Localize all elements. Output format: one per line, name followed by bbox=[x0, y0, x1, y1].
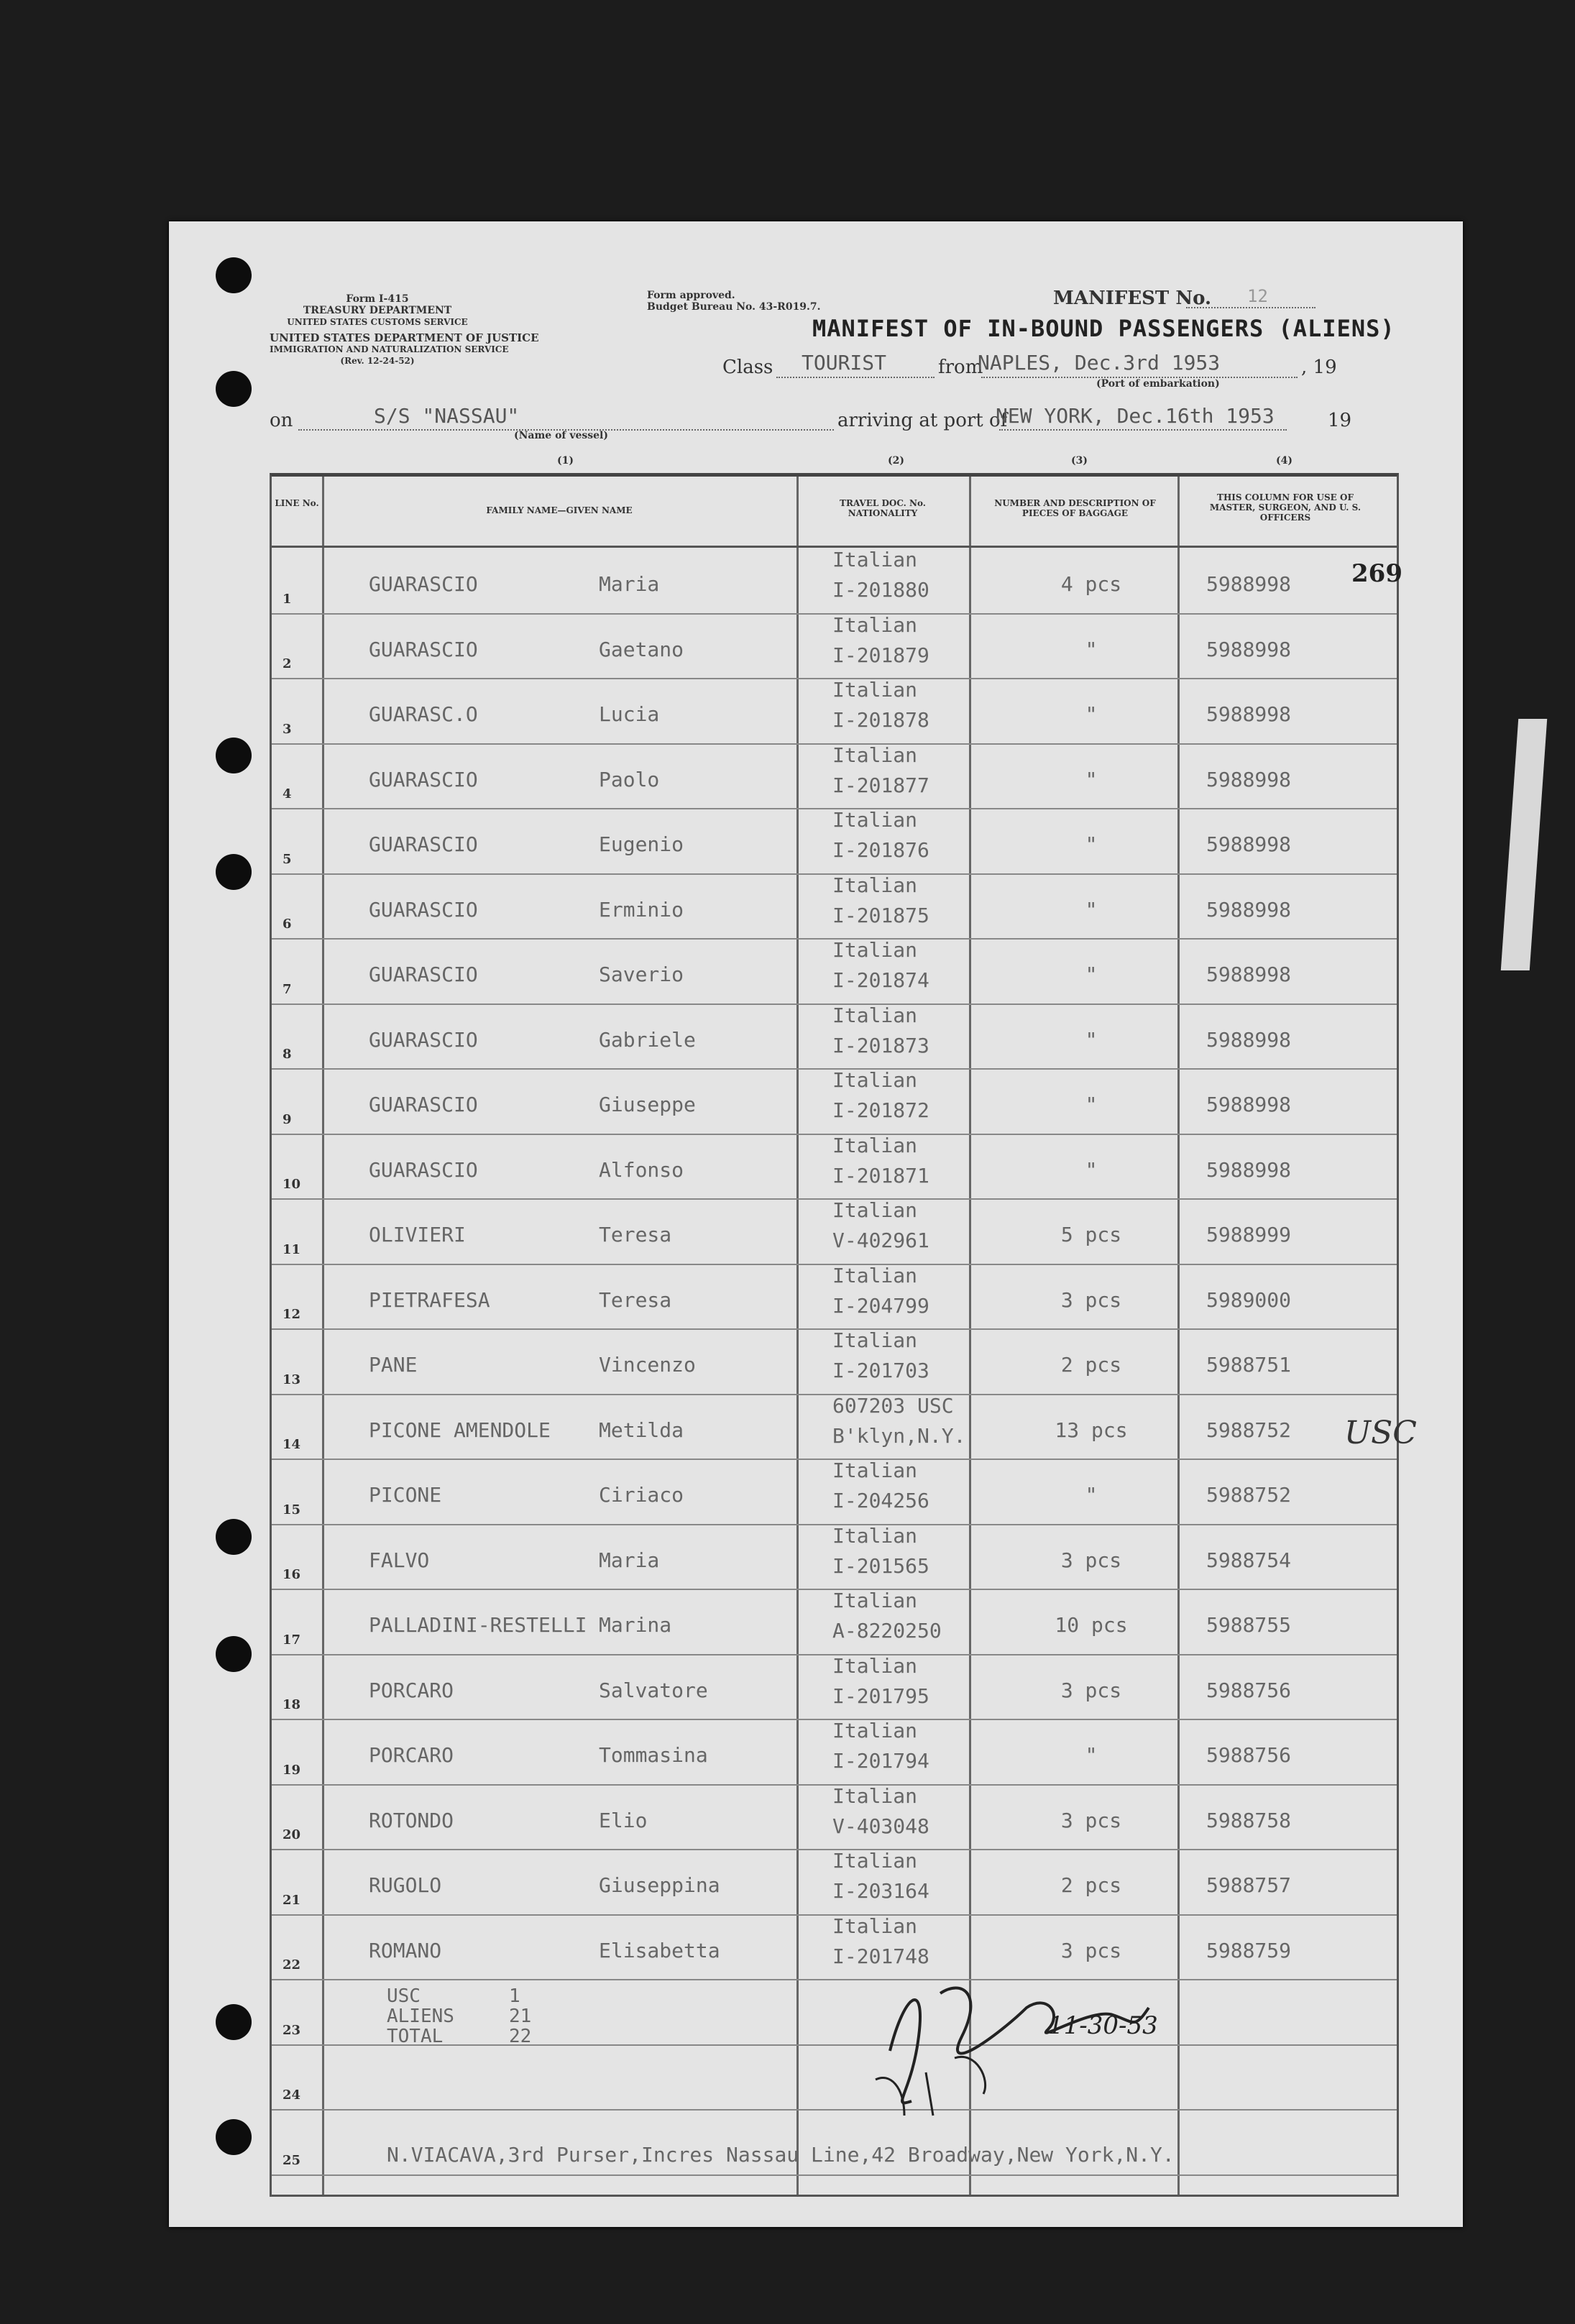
nationality: Italian bbox=[832, 1589, 918, 1612]
line-number: 8 bbox=[283, 1047, 292, 1062]
travel-doc-number: V-402961 bbox=[832, 1228, 929, 1252]
given-name: Maria bbox=[599, 1548, 660, 1572]
travel-doc-number: I-201878 bbox=[832, 708, 929, 732]
line-number: 12 bbox=[283, 1307, 301, 1322]
class-label: Class bbox=[722, 357, 773, 378]
officer-number: 5988998 bbox=[1206, 572, 1292, 596]
totals-values bbox=[509, 1986, 531, 2047]
col-num-2: (2) bbox=[888, 455, 904, 467]
line-number: 17 bbox=[283, 1632, 301, 1648]
travel-doc-number: I-201871 bbox=[832, 1163, 929, 1188]
travel-doc-number: I-201703 bbox=[832, 1359, 929, 1382]
port-embark-caption: (Port of embarkation) bbox=[1096, 378, 1220, 390]
form-approval bbox=[647, 290, 821, 313]
given-name: Ciriaco bbox=[599, 1483, 684, 1507]
total-label: TOTAL bbox=[387, 2026, 444, 2047]
travel-doc-number: I-203164 bbox=[832, 1879, 929, 1903]
family-name: PALLADINI-RESTELLI bbox=[369, 1613, 587, 1637]
arriving-value: NEW YORK, Dec.16th 1953 bbox=[996, 404, 1275, 428]
line-number: 13 bbox=[283, 1372, 301, 1387]
signature-date: 11-30-53 bbox=[1048, 2011, 1158, 2040]
officer-number: 5988751 bbox=[1206, 1353, 1292, 1377]
family-name: GUARASCIO bbox=[369, 1157, 478, 1182]
punch-hole bbox=[216, 1636, 252, 1672]
nationality: Italian bbox=[832, 1653, 918, 1678]
given-name: Teresa bbox=[599, 1287, 672, 1312]
nationality: Italian bbox=[832, 1459, 918, 1482]
from-label: from bbox=[938, 357, 983, 378]
officer-number: 5988998 bbox=[1206, 1027, 1292, 1052]
travel-doc-number: I-201876 bbox=[832, 838, 929, 862]
line-number: 24 bbox=[283, 2088, 301, 2103]
family-name: GUARASCIO bbox=[369, 897, 478, 922]
family-name: PIETRAFESA bbox=[369, 1287, 490, 1312]
nationality: Italian bbox=[832, 1003, 918, 1027]
form-header-left bbox=[270, 293, 539, 367]
family-name: GUARASC.O bbox=[369, 702, 478, 726]
given-name: Vincenzo bbox=[599, 1353, 696, 1377]
travel-doc-number: I-201873 bbox=[832, 1033, 929, 1057]
line-number: 6 bbox=[283, 917, 292, 932]
travel-doc-number: I-201875 bbox=[832, 903, 929, 927]
baggage: " bbox=[1085, 637, 1098, 661]
header-line-no: LINE No. bbox=[275, 498, 319, 508]
family-name: GUARASCIO bbox=[369, 637, 478, 661]
travel-doc-number: I-201879 bbox=[832, 643, 929, 667]
family-name: PORCARO bbox=[369, 1743, 454, 1767]
line-number: 9 bbox=[283, 1111, 292, 1127]
officer-number: 5988756 bbox=[1206, 1678, 1292, 1702]
nationality: Italian bbox=[832, 1328, 918, 1352]
budget-bureau: Budget Bureau No. 43-R019.7. bbox=[647, 301, 821, 313]
officer-number: 5988998 bbox=[1206, 637, 1292, 661]
total-count: 22 bbox=[509, 2026, 532, 2047]
travel-doc-number: I-201565 bbox=[832, 1553, 929, 1578]
family-name: PORCARO bbox=[369, 1678, 454, 1702]
punch-hole bbox=[216, 371, 252, 407]
given-name: Marina bbox=[599, 1613, 672, 1637]
officer-number: 5989000 bbox=[1206, 1287, 1292, 1312]
given-name: Metilda bbox=[599, 1418, 684, 1442]
usc-note: USC bbox=[1344, 1415, 1417, 1451]
nationality: Italian bbox=[832, 743, 918, 767]
officer-number: 5988754 bbox=[1206, 1548, 1292, 1572]
punch-hole bbox=[216, 2004, 252, 2040]
family-name: OLIVIERI bbox=[369, 1223, 466, 1246]
officer-number: 5988998 bbox=[1206, 1157, 1292, 1182]
baggage: 3 pcs bbox=[1060, 1938, 1122, 1962]
given-name: Gabriele bbox=[599, 1027, 696, 1052]
manifest-no-value: 12 bbox=[1247, 286, 1268, 306]
form-number: Form I-415 bbox=[346, 293, 409, 305]
nationality: Italian bbox=[832, 1523, 918, 1548]
baggage: " bbox=[1085, 897, 1098, 922]
line-number: 19 bbox=[283, 1762, 301, 1778]
family-name: PICONE bbox=[369, 1483, 442, 1507]
baggage: " bbox=[1085, 963, 1098, 986]
approved-text: Form approved. bbox=[647, 290, 735, 301]
officer-number: 5988999 bbox=[1206, 1223, 1292, 1246]
manifest-page bbox=[169, 221, 1463, 2227]
totals-labels bbox=[387, 1986, 454, 2047]
col-num-4: (4) bbox=[1276, 455, 1292, 467]
baggage: " bbox=[1085, 832, 1098, 856]
nationality: Italian bbox=[832, 1263, 918, 1287]
row-divider bbox=[272, 2174, 1397, 2176]
officer-number: 5988752 bbox=[1206, 1483, 1292, 1507]
manifest-no-label: MANIFEST No. bbox=[1053, 288, 1212, 309]
line-number: 23 bbox=[283, 2022, 301, 2038]
travel-doc-number: I-201877 bbox=[832, 773, 929, 797]
line-number: 16 bbox=[283, 1567, 301, 1582]
line-number: 15 bbox=[283, 1502, 301, 1517]
given-name: Maria bbox=[599, 572, 660, 596]
family-name: GUARASCIO bbox=[369, 963, 478, 986]
page-number: 269 bbox=[1351, 559, 1402, 588]
officer-number: 5988998 bbox=[1206, 832, 1292, 856]
line-number: 5 bbox=[283, 851, 292, 867]
family-name: GUARASCIO bbox=[369, 767, 478, 791]
family-name: ROTONDO bbox=[369, 1808, 454, 1832]
line-number: 18 bbox=[283, 1697, 301, 1712]
given-name: Eugenio bbox=[599, 832, 684, 856]
family-name: GUARASCIO bbox=[369, 1093, 478, 1116]
line-number: 4 bbox=[283, 786, 292, 802]
punch-hole bbox=[216, 854, 252, 890]
given-name: Giuseppe bbox=[599, 1093, 696, 1116]
signature bbox=[861, 1950, 1235, 2137]
vessel-name: S/S "NASSAU" bbox=[374, 404, 520, 428]
family-name: PICONE AMENDOLE bbox=[369, 1418, 551, 1442]
nationality: Italian bbox=[832, 678, 918, 702]
dept-justice: UNITED STATES DEPARTMENT OF JUSTICE bbox=[270, 331, 539, 344]
nationality: Italian bbox=[832, 548, 918, 571]
family-name: PANE bbox=[369, 1353, 418, 1377]
travel-doc-number: I-201880 bbox=[832, 578, 929, 602]
punch-hole bbox=[216, 2119, 252, 2155]
officer-number: 5988998 bbox=[1206, 897, 1292, 922]
col-num-1: (1) bbox=[557, 455, 574, 467]
dept-treasury: TREASURY DEPARTMENT bbox=[303, 305, 452, 316]
officer-number: 5988998 bbox=[1206, 702, 1292, 726]
header-name: FAMILY NAME—GIVEN NAME bbox=[486, 505, 633, 515]
usc-count: 1 bbox=[509, 1985, 520, 2007]
nationality: Italian bbox=[832, 1068, 918, 1092]
baggage: 3 pcs bbox=[1060, 1808, 1122, 1832]
line-number: 22 bbox=[283, 1957, 301, 1972]
officer-number: 5988752 bbox=[1206, 1418, 1292, 1442]
page-title: MANIFEST OF IN-BOUND PASSENGERS (ALIENS) bbox=[812, 315, 1395, 342]
scan-artifact bbox=[1501, 719, 1547, 970]
officer-number: 5988998 bbox=[1206, 1093, 1292, 1116]
purser-footer: N.VIACAVA,3rd Purser,Incres Nassau Line,42 Broadway,New York,N.Y. bbox=[387, 2143, 1175, 2167]
aliens-count: 21 bbox=[509, 2006, 532, 2027]
line-number: 2 bbox=[283, 656, 292, 671]
vessel-caption: (Name of vessel) bbox=[514, 430, 608, 441]
dept-justice-sub: IMMIGRATION AND NATURALIZATION SERVICE bbox=[270, 344, 509, 354]
header-travel-doc: TRAVEL DOC. No. NATIONALITY bbox=[840, 498, 926, 518]
given-name: Tommasina bbox=[599, 1743, 708, 1767]
family-name: GUARASCIO bbox=[369, 832, 478, 856]
baggage: " bbox=[1085, 702, 1098, 726]
on-label: on bbox=[270, 410, 293, 431]
baggage: " bbox=[1085, 1743, 1098, 1767]
given-name: Alfonso bbox=[599, 1157, 684, 1182]
baggage: " bbox=[1085, 1483, 1098, 1507]
nationality: Italian bbox=[832, 1783, 918, 1808]
travel-doc-number: I-201795 bbox=[832, 1684, 929, 1708]
aliens-label: ALIENS bbox=[387, 2006, 454, 2027]
nationality: Italian bbox=[832, 1133, 918, 1157]
nationality: Italian bbox=[832, 873, 918, 897]
year-suffix-1: , 19 bbox=[1301, 357, 1337, 378]
travel-doc-number: I-204256 bbox=[832, 1489, 929, 1512]
baggage: 10 pcs bbox=[1055, 1613, 1128, 1637]
given-name: Elio bbox=[599, 1808, 648, 1832]
baggage: 2 pcs bbox=[1060, 1353, 1122, 1377]
nationality: Italian bbox=[832, 1719, 918, 1742]
family-name: GUARASCIO bbox=[369, 572, 478, 596]
line-number: 3 bbox=[283, 721, 292, 737]
travel-doc-number: A-8220250 bbox=[832, 1619, 942, 1643]
line-number: 21 bbox=[283, 1892, 301, 1908]
baggage: 5 pcs bbox=[1060, 1223, 1122, 1246]
travel-doc-number: I-201872 bbox=[832, 1098, 929, 1122]
officer-number: 5988759 bbox=[1206, 1938, 1292, 1962]
line-number: 20 bbox=[283, 1827, 301, 1842]
baggage: " bbox=[1085, 1157, 1098, 1182]
family-name: GUARASCIO bbox=[369, 1027, 478, 1052]
family-name: RUGOLO bbox=[369, 1873, 442, 1897]
family-name: ROMANO bbox=[369, 1938, 442, 1962]
officer-number: 5988756 bbox=[1206, 1743, 1292, 1767]
line-number: 11 bbox=[283, 1241, 301, 1257]
officer-number: 5988757 bbox=[1206, 1873, 1292, 1897]
dept-treasury-sub: UNITED STATES CUSTOMS SERVICE bbox=[287, 317, 468, 327]
baggage: 3 pcs bbox=[1060, 1548, 1122, 1572]
given-name: Lucia bbox=[599, 702, 660, 726]
baggage: " bbox=[1085, 767, 1098, 791]
nationality: Italian bbox=[832, 938, 918, 962]
given-name: Erminio bbox=[599, 897, 684, 922]
nationality: Italian bbox=[832, 1849, 918, 1873]
baggage: " bbox=[1085, 1093, 1098, 1116]
baggage: 13 pcs bbox=[1055, 1418, 1128, 1442]
given-name: Giuseppina bbox=[599, 1873, 720, 1897]
given-name: Paolo bbox=[599, 767, 660, 791]
baggage: 3 pcs bbox=[1060, 1678, 1122, 1702]
form-revision: (Rev. 12-24-52) bbox=[340, 356, 415, 366]
nationality: Italian bbox=[832, 1198, 918, 1222]
line-number: 10 bbox=[283, 1177, 301, 1192]
nationality: Italian bbox=[832, 612, 918, 637]
punch-hole bbox=[216, 257, 252, 293]
given-name: Elisabetta bbox=[599, 1938, 720, 1962]
given-name: Teresa bbox=[599, 1223, 672, 1246]
year-suffix-2: 19 bbox=[1328, 410, 1352, 431]
travel-doc-number: V-403048 bbox=[832, 1814, 929, 1838]
given-name: Salvatore bbox=[599, 1678, 708, 1702]
line-number: 25 bbox=[283, 2152, 301, 2168]
header-baggage: NUMBER AND DESCRIPTION OF PIECES OF BAGGAGE bbox=[994, 498, 1156, 518]
punch-hole bbox=[216, 1519, 252, 1555]
from-value: NAPLES, Dec.3rd 1953 bbox=[978, 351, 1221, 375]
passenger-table bbox=[270, 473, 1399, 2197]
header-officers: THIS COLUMN FOR USE OF MASTER, SURGEON, AND U. S. OFFICERS bbox=[1209, 492, 1362, 523]
baggage: 3 pcs bbox=[1060, 1287, 1122, 1312]
family-name: FALVO bbox=[369, 1548, 430, 1572]
line-number: 7 bbox=[283, 981, 292, 997]
baggage: 2 pcs bbox=[1060, 1873, 1122, 1897]
arriving-label: arriving at port of bbox=[837, 410, 1008, 431]
nationality: 607203 USC bbox=[832, 1393, 954, 1418]
officer-number: 5988755 bbox=[1206, 1613, 1292, 1637]
punch-hole bbox=[216, 738, 252, 773]
travel-doc-number: I-201874 bbox=[832, 968, 929, 992]
officer-number: 5988998 bbox=[1206, 767, 1292, 791]
line-number: 14 bbox=[283, 1437, 301, 1452]
given-name: Saverio bbox=[599, 963, 684, 986]
col-num-3: (3) bbox=[1071, 455, 1088, 467]
nationality: Italian bbox=[832, 808, 918, 832]
class-value: TOURIST bbox=[802, 351, 887, 375]
usc-label: USC bbox=[387, 1985, 421, 2007]
given-name: Gaetano bbox=[599, 637, 684, 661]
travel-doc-number: I-204799 bbox=[832, 1293, 929, 1318]
travel-doc-number: I-201794 bbox=[832, 1749, 929, 1773]
baggage: " bbox=[1085, 1027, 1098, 1052]
line-number: 1 bbox=[283, 591, 292, 607]
officer-number: 5988758 bbox=[1206, 1808, 1292, 1832]
nationality: Italian bbox=[832, 1914, 918, 1938]
baggage: 4 pcs bbox=[1060, 572, 1122, 596]
travel-doc-number: I-201748 bbox=[832, 1944, 929, 1968]
travel-doc-number: B'klyn,N.Y. bbox=[832, 1423, 966, 1448]
officer-number: 5988998 bbox=[1206, 963, 1292, 986]
